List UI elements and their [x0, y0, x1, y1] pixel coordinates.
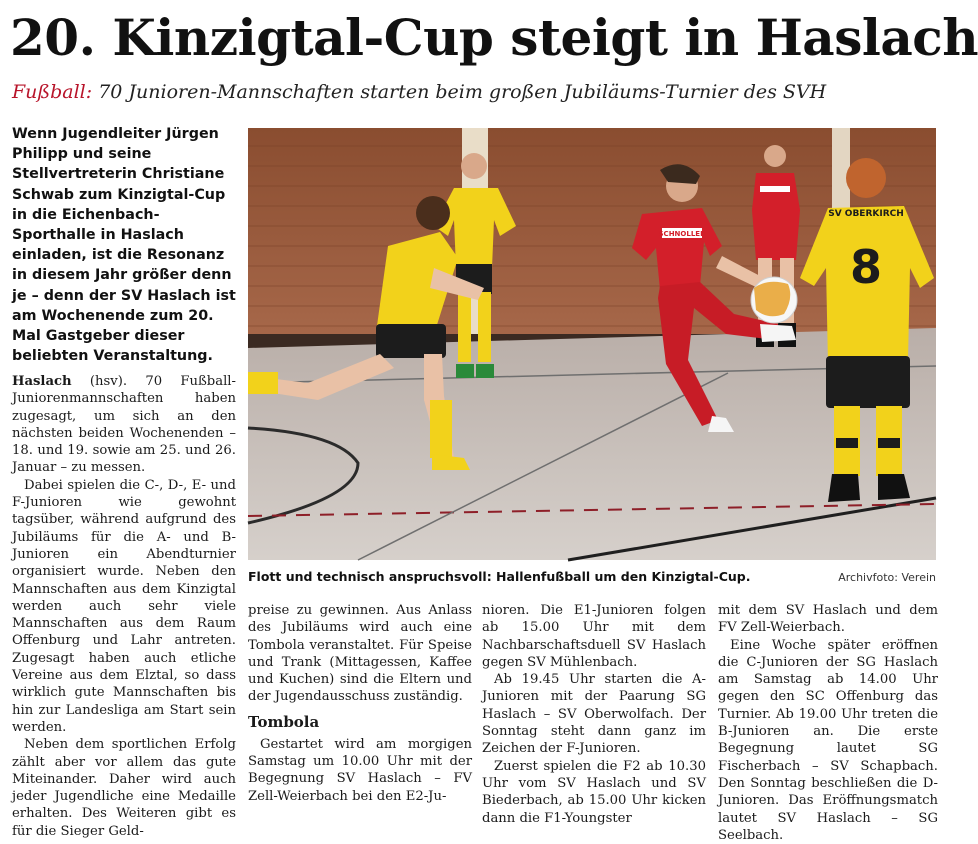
article-subheadline — [12, 78, 952, 106]
body-paragraph — [12, 373, 236, 477]
jersey-club-text: SV OBERKIRCH — [828, 209, 904, 219]
subheadline-text: 70 Junioren-Mannschaften starten beim großen Jubiläums-Turnier des SVH — [98, 81, 827, 103]
article-lead: Wenn Jugendleiter Jürgen Philipp und seine Stellvertreterin Christiane Schwab zum Kinzigtal-Cup in die Eichenbach-Sporthalle in Haslach einladen, ist die Resonanz in diesem Jahr größer denn je – denn der SV Haslach ist am Wochenende zum 20. Mal Gastgeber dieser beliebten Veranstaltung. — [12, 126, 236, 365]
article-column-3 — [482, 602, 706, 827]
article-kicker: Fußball: — [12, 81, 93, 103]
body-paragraph: Dabei spielen die C-, D-, E- und F-Junioren wie gewohnt tagsüber, während aufgrund des Jubiläums für die A- und B-Junioren ein Abendturnier organisiert wurde. Neben den Mannschaften aus dem Kinzigtal werden auch sehr viele Mannschaften aus dem Raum Offenburg und Lahr antreten. Zugesagt haben auch etliche Vereine aus dem Elztal, so dass wirklich gute Mannschaften bis hin zur Landesliga am Start sein werden. — [12, 477, 236, 735]
football-ball — [751, 277, 797, 323]
body-paragraph: Eine Woche später eröffnen die C-Junioren der SG Haslach am Samstag ab 14.00 Uhr gegen den SC Offenburg das Turnier. Ab 19.00 Uhr treten die B-Junioren an. Die erste Begegnung lautet SG Fischerbach – SV Schapbach. Den Sonntag beschließen die D-Junioren. Das Eröffnungsmatch lautet SV Haslach – SG Seelbach. — [718, 637, 938, 843]
photo-caption: Flott und technisch anspruchsvoll: Hallenfußball um den Kinzigtal-Cup. — [248, 569, 751, 584]
jersey-sponsor-text: SCHNOLLER — [658, 230, 706, 238]
body-paragraph: Zuerst spielen die F2 ab 10.30 Uhr vom SV Haslach und SV Biederbach, ab 15.00 Uhr kicken dann die F1-Youngster — [482, 758, 706, 826]
article-column-1 — [12, 373, 236, 840]
body-paragraph: Ab 19.45 Uhr starten die A-Junioren mit der Paarung SG Haslach – SV Oberwolfach. Der Sonntag steht dann ganz im Zeichen der F-Junioren. — [482, 672, 706, 757]
body-paragraph: Gestartet wird am morgigen Samstag um 10.00 Uhr mit der Begegnung SV Haslach – FV Zell-Weierbach bei den E2-Ju- — [248, 736, 472, 804]
body-paragraph: preise zu gewinnen. Aus Anlass des Jubiläums wird auch eine Tombola veranstaltet. Für Speise und Trank (Mittagessen, Kaffee und Kuchen) sind die Eltern und der Jugendausschuss zuständig. — [248, 603, 472, 705]
subhead-tombola: Tombola — [248, 712, 320, 731]
article-column-4 — [718, 602, 938, 844]
body-paragraph: nioren. Die E1-Junioren folgen ab 15.00 Uhr mit dem Nachbarschaftsduell SV Haslach gegen SV Mühlenbach. — [482, 603, 706, 670]
body-text: 70 Fußball-Juniorenmannschaften haben zugesagt, um sich an den nächsten beiden Wochenenden – 18. und 19. sowie am 25. und 26. Januar – zu messen. — [12, 374, 236, 476]
article-photo — [248, 128, 936, 560]
jersey-number: 8 — [849, 240, 883, 294]
photo-credit: Archivfoto: Verein — [838, 571, 936, 584]
body-paragraph: Neben dem sportlichen Erfolg zählt aber vor allem das gute Miteinander. Daher wird auch jeder Jugendliche eine Medaille erhalten. Des Weiteren gibt es für die Sieger Geld- — [12, 737, 236, 839]
dateline: Haslach — [12, 374, 72, 389]
dateline-source: (hsv). — [89, 374, 128, 389]
article-column-2 — [248, 602, 472, 805]
indoor-futsal-photo — [248, 128, 936, 560]
article-headline: 20. Kinzigtal-Cup steigt in Haslach — [10, 8, 978, 67]
body-paragraph: mit dem SV Haslach und dem FV Zell-Weierbach. — [718, 603, 938, 636]
